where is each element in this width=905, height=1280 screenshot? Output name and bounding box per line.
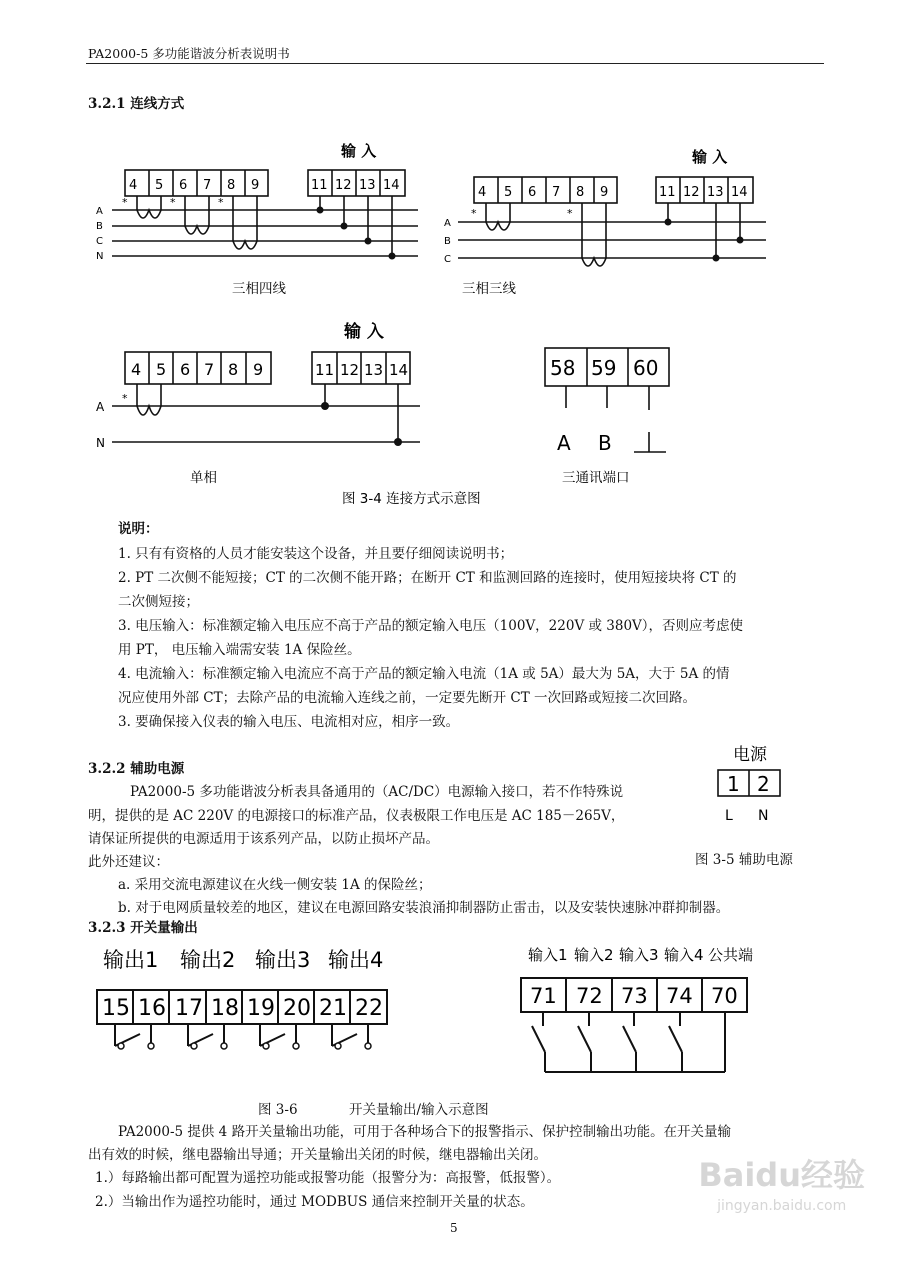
note-line: 二次侧短接； (118, 594, 199, 610)
also-suggest: 此外还建议： (88, 854, 169, 870)
term-a-7: 7 (203, 178, 212, 193)
power-label-n: N (758, 808, 769, 824)
section-heading-321: 3.2.1 连线方式 (88, 96, 185, 112)
term-b-13: 13 (364, 361, 384, 379)
suggestion-b: b. 对于电网质量较差的地区，建议在电源回路安装浪涌抑制器防止雷击，以及安装快速脉冲群抑制器。 (118, 900, 730, 916)
out-term-20: 20 (283, 996, 311, 1021)
in-term-72: 72 (576, 984, 603, 1008)
phase-c: C (96, 236, 103, 247)
out-term-22: 22 (355, 996, 383, 1021)
term-a-8: 8 (228, 360, 239, 379)
term-a-5: 5 (504, 185, 513, 200)
term-a-6: 6 (179, 178, 188, 193)
input-label-2: 输入2 (574, 946, 614, 964)
term-a-9: 9 (600, 185, 609, 200)
out-term-18: 18 (211, 996, 239, 1021)
output-label-2: 输出2 (180, 948, 236, 972)
term-b-11: 11 (315, 361, 335, 379)
in-term-74: 74 (666, 984, 693, 1008)
section-heading-323: 3.2.3 开关量输出 (88, 920, 198, 936)
input-label-4: 输入4 (664, 946, 704, 964)
term-b-13: 13 (707, 185, 724, 200)
switch-para-line: 出有效的时候，继电器输出导通；开关量输出关闭的时候，继电器输出关闭。 (88, 1147, 547, 1163)
page-number: 5 (450, 1221, 458, 1235)
power-term-2: 2 (757, 772, 770, 796)
output-label-4: 输出4 (328, 948, 384, 972)
term-b-14: 14 (383, 178, 400, 193)
output-label-1: 输出1 (103, 948, 159, 972)
term-a-8: 8 (576, 185, 585, 200)
out-term-16: 16 (138, 996, 166, 1021)
term-a-6: 6 (528, 185, 537, 200)
note-line: 3. 电压输入：标准额定输入电压应不高于产品的额定输入电压（100V，220V 或 380V），否则应考虑使 (118, 618, 744, 634)
star-mark: * (122, 392, 128, 405)
term-a-5: 5 (155, 178, 164, 193)
term-a-6: 6 (180, 360, 191, 379)
power-terminal-diagram (700, 735, 830, 830)
suggestion-a: a. 采用交流电源建议在火线一侧安装 1A 的保险丝； (118, 877, 432, 893)
term-b-12: 12 (340, 361, 360, 379)
note-line: 用 PT， 电压输入端需安装 1A 保险丝。 (118, 642, 361, 658)
phase-a: A (96, 206, 103, 217)
section-heading-322: 3.2.2 辅助电源 (88, 761, 185, 777)
power-label-l: L (725, 808, 733, 824)
phase-n: N (96, 251, 104, 262)
term-b-12: 12 (335, 178, 352, 193)
input-label-1: 输 入 (341, 142, 377, 160)
switch-list-item: 2.）当输出作为遥控功能时，通过 MODBUS 通信来控制开关量的状态。 (95, 1194, 534, 1210)
out-term-19: 19 (247, 996, 275, 1021)
term-a-9: 9 (253, 360, 264, 379)
power-para-line: 请保证所提供的电源适用于该系列产品，以防止损坏产品。 (88, 831, 439, 847)
term-b-11: 11 (311, 178, 328, 193)
caption-comm-port: 三通讯端口 (562, 470, 630, 486)
caption-three-phase-four-wire: 三相四线 (232, 281, 286, 297)
watermark-brand: Baidu经验 (698, 1156, 865, 1194)
comm-label-b: B (598, 431, 612, 455)
caption-three-phase-three-wire: 三相三线 (462, 281, 516, 297)
star-mark: * (170, 196, 176, 209)
term-b-11: 11 (659, 185, 676, 200)
phase-b: B (96, 221, 103, 232)
figure-caption-3-4: 图 3-4 连接方式示意图 (342, 491, 481, 507)
figure-caption-3-6: 图 3-6 开关量输出/输入示意图 (258, 1102, 489, 1118)
output-label-3: 输出3 (255, 948, 311, 972)
input-label-3: 输入3 (619, 946, 659, 964)
in-term-73: 73 (621, 984, 648, 1008)
caption-single-phase: 单相 (190, 470, 217, 486)
term-b-14: 14 (731, 185, 748, 200)
term-b-13: 13 (359, 178, 376, 193)
note-line: 1. 只有有资格的人员才能安装这个设备，并且要仔细阅读说明书； (118, 546, 514, 562)
common-terminal-label: 公共端 (708, 946, 754, 964)
term-a-4: 4 (129, 178, 138, 193)
power-term-1: 1 (727, 772, 740, 796)
document-header: PA2000-5 多功能谐波分析表说明书 (88, 46, 290, 61)
term-a-4: 4 (131, 360, 142, 379)
out-term-15: 15 (102, 996, 130, 1021)
term-a-7: 7 (204, 360, 215, 379)
term-b-14: 14 (389, 361, 409, 379)
out-term-21: 21 (319, 996, 347, 1021)
out-term-17: 17 (175, 996, 203, 1021)
input-label-1: 输入1 (528, 946, 568, 964)
phase-a: A (96, 400, 105, 414)
phase-c: C (444, 254, 451, 265)
comm-label-a: A (557, 431, 571, 455)
in-term-71: 71 (530, 984, 557, 1008)
phase-a: A (444, 218, 451, 229)
in-term-70: 70 (711, 984, 738, 1008)
baidu-watermark (698, 1150, 865, 1214)
comm-term-60: 60 (633, 356, 659, 380)
note-line: 3. 要确保接入仪表的输入电压、电流相对应，相序一致。 (118, 714, 460, 730)
power-para-line: PA2000-5 多功能谐波分析表具备通用的（AC/DC）电源输入接口，若不作特殊说 (130, 784, 624, 800)
notes-title: 说明： (118, 521, 159, 537)
note-line: 2. PT 二次侧不能短接；CT 的二次侧不能开路；在断开 CT 和监测回路的连接时，使用短接块将 CT 的 (118, 570, 737, 586)
term-a-5: 5 (156, 360, 167, 379)
star-mark: * (471, 207, 477, 220)
term-a-8: 8 (227, 178, 236, 193)
input-label-3: 输 入 (344, 322, 384, 342)
term-b-12: 12 (683, 185, 700, 200)
phase-n: N (96, 436, 105, 450)
power-title: 电源 (733, 745, 767, 765)
comm-term-58: 58 (550, 356, 576, 380)
term-a-7: 7 (552, 185, 561, 200)
watermark-url: jingyan.baidu.com (717, 1198, 847, 1214)
switch-list-item: 1.）每路输出都可配置为遥控功能或报警功能（报警分为：高报警，低报警）。 (95, 1170, 561, 1186)
input-label-2: 输 入 (692, 148, 728, 166)
phase-b: B (444, 236, 451, 247)
star-mark: * (567, 207, 573, 220)
switch-para-line: PA2000-5 提供 4 路开关量输出功能，可用于各种场合下的报警指示、保护控制输出功能。在开关量输 (118, 1124, 732, 1140)
power-para-line: 明，提供的是 AC 220V 的电源接口的标准产品，仪表极限工作电压是 AC 185－265V， (88, 808, 625, 824)
note-line: 况应使用外部 CT；去除产品的电流输入连线之前，一定要先断开 CT 一次回路或短接二次回路。 (118, 690, 697, 706)
term-a-4: 4 (478, 185, 487, 200)
comm-term-59: 59 (591, 356, 617, 380)
star-mark: * (218, 196, 224, 209)
wiring-diagram-figure (0, 0, 905, 520)
star-mark: * (122, 196, 128, 209)
switch-io-diagram (0, 930, 905, 1090)
note-line: 4. 电流输入：标准额定输入电流应不高于产品的额定输入电流（1A 或 5A）最大为 5A，大于 5A 的情 (118, 666, 730, 682)
term-a-9: 9 (251, 178, 260, 193)
figure-caption-3-5: 图 3-5 辅助电源 (695, 852, 793, 868)
